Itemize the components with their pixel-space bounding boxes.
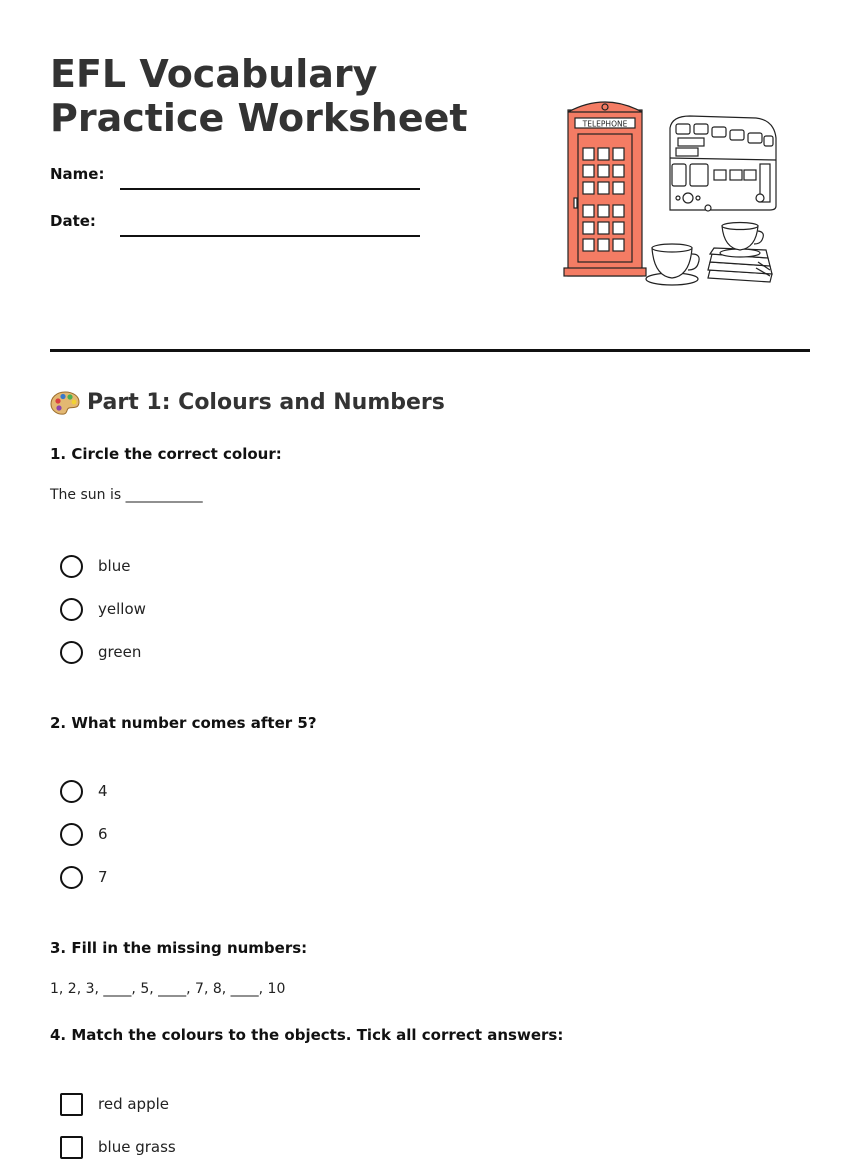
name-field[interactable] bbox=[120, 166, 420, 190]
telephone-booth-icon bbox=[564, 102, 646, 276]
booth-sign: TELEPHONE bbox=[582, 119, 628, 129]
q4-option-red-apple[interactable] bbox=[60, 1092, 169, 1116]
q4-option-blue-grass[interactable] bbox=[60, 1135, 176, 1159]
option-label: yellow bbox=[98, 600, 146, 618]
q1-option-green[interactable] bbox=[60, 640, 141, 664]
radio-button[interactable] bbox=[60, 598, 83, 621]
london-illustration bbox=[560, 98, 780, 293]
q1-option-blue[interactable] bbox=[60, 554, 130, 578]
q1-option-yellow[interactable] bbox=[60, 597, 146, 621]
palette-icon bbox=[50, 390, 80, 416]
question-4: 4. Match the colours to the objects. Tick all correct answers: bbox=[50, 1026, 564, 1044]
q2-option-4[interactable] bbox=[60, 779, 108, 803]
option-label: blue grass bbox=[98, 1138, 176, 1156]
option-label: 7 bbox=[98, 868, 108, 886]
tea-cup-icon bbox=[646, 244, 699, 285]
double-decker-bus-icon bbox=[670, 116, 776, 211]
radio-button[interactable] bbox=[60, 866, 83, 889]
question-2: 2. What number comes after 5? bbox=[50, 714, 317, 732]
option-label: 4 bbox=[98, 782, 108, 800]
section-divider bbox=[50, 349, 810, 352]
tea-cup-on-books-icon bbox=[720, 223, 763, 258]
q2-option-6[interactable] bbox=[60, 822, 108, 846]
section-heading-part1 bbox=[50, 386, 445, 420]
radio-button[interactable] bbox=[60, 780, 83, 803]
page-title: EFL Vocabulary Practice Worksheet bbox=[50, 52, 468, 140]
option-label: green bbox=[98, 643, 142, 661]
radio-button[interactable] bbox=[60, 555, 83, 578]
checkbox[interactable] bbox=[60, 1093, 83, 1116]
option-label: blue bbox=[98, 557, 131, 575]
date-field[interactable] bbox=[120, 213, 420, 237]
question-3-prompt: 1, 2, 3, ____, 5, ____, 7, 8, ____, 10 bbox=[50, 981, 286, 997]
name-label: Name: bbox=[50, 165, 105, 183]
question-3: 3. Fill in the missing numbers: bbox=[50, 939, 308, 957]
question-1: 1. Circle the correct colour: bbox=[50, 445, 282, 463]
radio-button[interactable] bbox=[60, 823, 83, 846]
question-1-prompt: The sun is ___________ bbox=[50, 487, 203, 503]
option-label: 6 bbox=[98, 825, 108, 843]
option-label: red apple bbox=[98, 1095, 169, 1113]
radio-button[interactable] bbox=[60, 641, 83, 664]
q2-option-7[interactable] bbox=[60, 865, 108, 889]
date-label: Date: bbox=[50, 212, 96, 230]
section-heading-text: Part 1: Colours and Numbers bbox=[87, 390, 445, 415]
checkbox[interactable] bbox=[60, 1136, 83, 1159]
